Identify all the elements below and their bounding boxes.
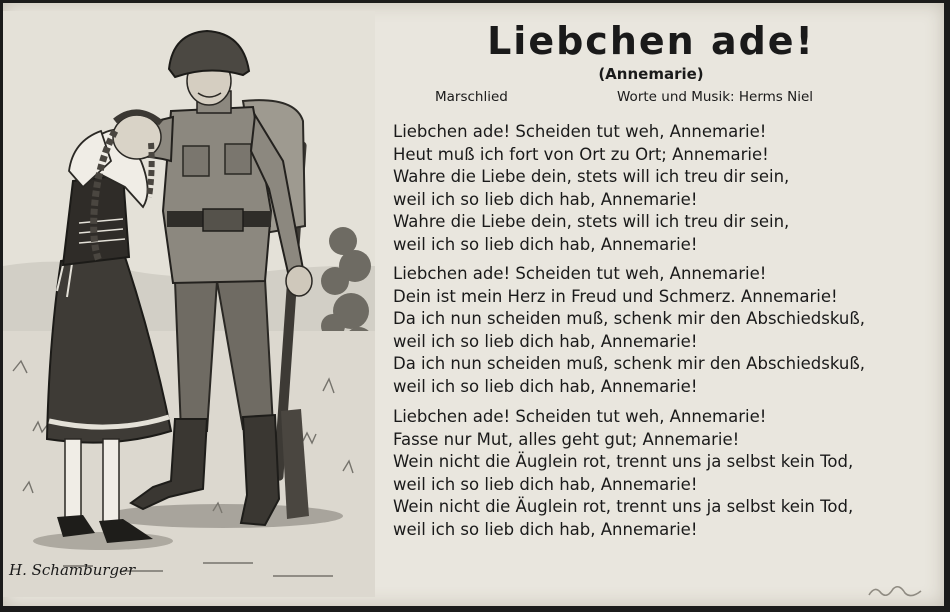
song-credit: Worte und Musik: Herms Niel <box>617 89 814 105</box>
pencil-mark <box>865 579 925 603</box>
lyric-line: Liebchen ade! Scheiden tut weh, Annemarie! <box>393 122 767 141</box>
lyric-line: weil ich so lieb dich hab, Annemarie! <box>393 519 698 539</box>
lyric-line: Da ich nun scheiden muß, schenk mir den Abschiedskuß, <box>393 354 866 374</box>
lyric-line: Dein ist mein Herz in Freud und Schmerz. Annemarie! <box>393 286 838 306</box>
song-genre: Marschlied <box>435 89 508 105</box>
stanza-1 <box>393 121 923 257</box>
lyric-line: Wahre die Liebe dein, stets will ich treu dir sein, <box>393 212 790 232</box>
lyric-line: Wein nicht die Äuglein rot, trennt uns ja selbst kein Tod, <box>393 452 854 472</box>
lyric-line: Liebchen ade! Scheiden tut weh, Annemarie! <box>393 264 767 283</box>
lyric-line: weil ich so lieb dich hab, Annemarie! <box>393 189 698 209</box>
lyric-line: weil ich so lieb dich hab, Annemarie! <box>393 474 698 494</box>
song-title: Liebchen ade! <box>487 19 815 63</box>
soldier-and-girl-drawing <box>3 11 375 597</box>
lyric-line: weil ich so lieb dich hab, Annemarie! <box>393 376 698 396</box>
stanza-3 <box>393 406 923 542</box>
lyric-line: Heut muß ich fort von Ort zu Ort; Annemarie! <box>393 144 769 164</box>
song-text-panel <box>391 3 941 603</box>
lyric-line: Liebchen ade! Scheiden tut weh, Annemarie! <box>393 407 767 426</box>
lyric-line: weil ich so lieb dich hab, Annemarie! <box>393 331 698 351</box>
lyric-line: Fasse nur Mut, alles geht gut; Annemarie! <box>393 429 740 449</box>
postcard <box>3 3 944 606</box>
lyric-line: Wein nicht die Äuglein rot, trennt uns ja selbst kein Tod, <box>393 497 854 517</box>
illustration-soldier-farewell <box>3 11 375 597</box>
lyric-line: weil ich so lieb dich hab, Annemarie! <box>393 234 698 254</box>
lyric-line: Wahre die Liebe dein, stets will ich treu dir sein, <box>393 167 790 187</box>
stanza-2 <box>393 263 923 399</box>
song-subtitle: (Annemarie) <box>598 65 704 83</box>
lyric-line: Da ich nun scheiden muß, schenk mir den Abschiedskuß, <box>393 309 866 329</box>
artist-signature: H. Schamburger <box>9 561 136 579</box>
